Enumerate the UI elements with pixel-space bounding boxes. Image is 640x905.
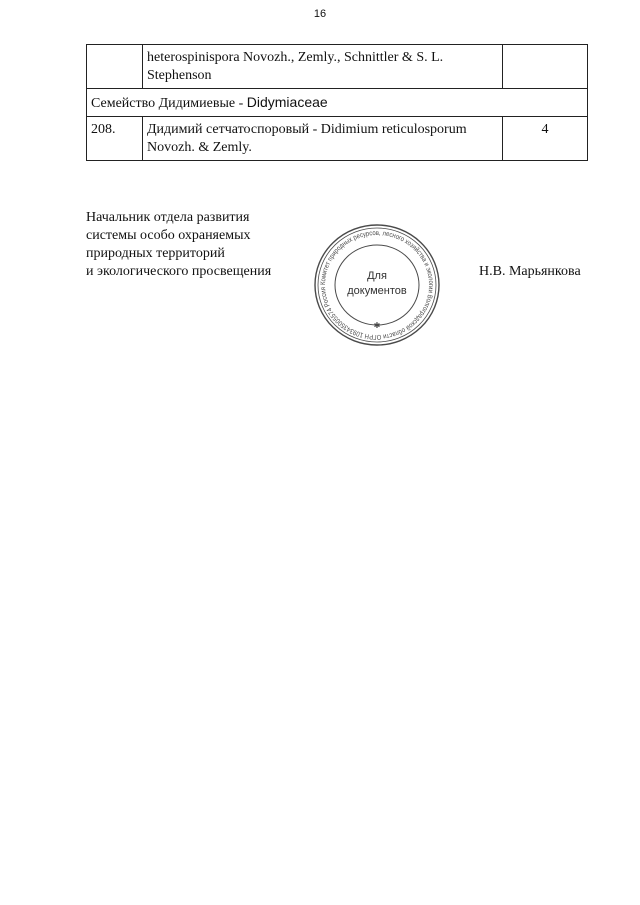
family-name — [87, 89, 588, 117]
family-name-ru: Семейство Дидимиевые - — [91, 96, 247, 111]
family-name-latin: Didymiaceae — [246, 94, 328, 110]
signer-title-line: природных территорий — [86, 246, 225, 261]
signer-title-line: Начальник отдела развития — [86, 210, 250, 225]
signer-name: Н.В. Марьянкова — [479, 264, 581, 279]
row-value — [503, 45, 588, 89]
species-name-latin: heterospinispora Novozh., Zemly., Schnittler & S. L. Stephenson — [147, 50, 444, 83]
species-name — [143, 45, 503, 89]
species-name-ru: Дидимий сетчатоспоровый - — [147, 122, 321, 137]
family-row — [87, 89, 588, 117]
species-name — [143, 117, 503, 161]
page-number: 16 — [313, 8, 327, 20]
signer-title-line: системы особо охраняемых — [86, 228, 251, 243]
stamp-center-line: Для — [367, 270, 387, 282]
seal-stamp-icon — [312, 222, 442, 348]
table-row — [87, 45, 588, 89]
stamp-center-line: документов — [347, 285, 407, 297]
stamp-ring-text: Комитет природных ресурсов, лесного хозяйства и экологии Волгоградской области ОГРН 1093435005574 Россия — [319, 229, 435, 341]
species-name-latin: Didimium reticulosporum Novozh. & Zemly. — [147, 122, 467, 155]
signer-title — [86, 209, 316, 281]
species-table — [86, 44, 588, 161]
table-row — [87, 117, 588, 161]
row-number — [87, 45, 143, 89]
signer-title-line: и экологического просвещения — [86, 264, 272, 279]
star-icon: ✱ — [373, 321, 381, 330]
row-value: 4 — [503, 117, 588, 161]
row-number: 208. — [87, 117, 143, 161]
